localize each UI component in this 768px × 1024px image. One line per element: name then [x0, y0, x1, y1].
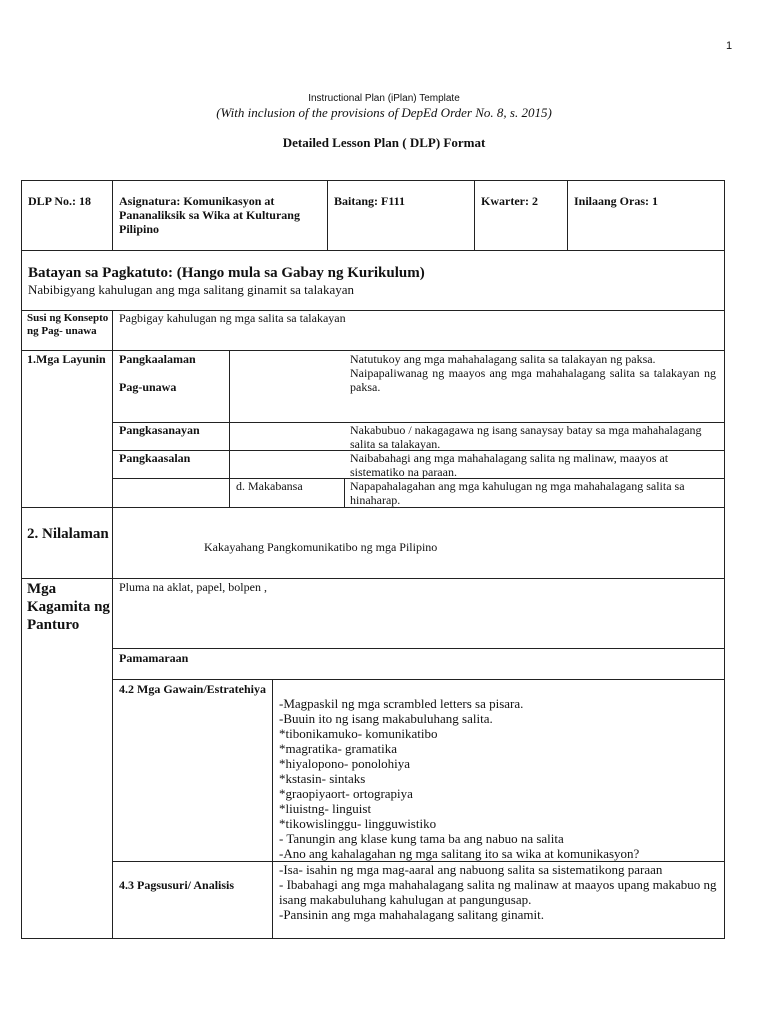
- page-number: 1: [726, 40, 733, 52]
- list-item: *tibonikamuko- komunikatibo: [279, 726, 438, 741]
- divider: [112, 679, 724, 680]
- list-item: -Magpaskil ng mga scrambled letters sa pisara.: [279, 696, 524, 711]
- divider: [344, 478, 345, 507]
- pangkaasalan-label: Pangkaasalan: [119, 451, 191, 465]
- table-border-top: [21, 180, 725, 181]
- kagamitan-label: Mga Kagamita ng Panturo: [27, 581, 110, 633]
- list-item: *liuistng- linguist: [279, 801, 372, 816]
- list-item: *kstasin- sintaks: [279, 771, 366, 786]
- divider: [229, 350, 230, 507]
- list-item: *graopiyaort- ortograpiya: [279, 786, 413, 801]
- divider: [21, 250, 725, 251]
- list-item: - Tanungin ang klase kung tama ba ang nabuo na salita: [279, 831, 564, 846]
- pangkasanayan-label: Pangkasanayan: [119, 423, 200, 437]
- batayan-title: Batayan sa Pagkatuto: (Hango mula sa Gabay ng Kurikulum): [28, 265, 425, 281]
- pamamaraan-label: Pamamaraan: [119, 651, 189, 665]
- divider: [21, 350, 725, 351]
- divider: [21, 507, 725, 508]
- gawain-list: [279, 696, 719, 861]
- objective-5: Napapahalagahan ang mga kahulugan ng mga mahahalagang salita sa hinaharap.: [350, 479, 685, 507]
- list-item: *magratika- gramatika: [279, 741, 398, 756]
- pagsusuri-list: [279, 862, 719, 922]
- asignatura: Asignatura: Komunikasyon at Pananaliksik sa Wika at Kulturang Pilipino: [119, 194, 300, 236]
- dlp-number: DLP No.: 18: [28, 194, 91, 208]
- baitang: Baitang: F111: [334, 194, 406, 208]
- divider: [112, 648, 724, 649]
- list-item: *tikowislinggu- lingguwistiko: [279, 816, 437, 831]
- pangkaalaman-label: Pangkaalaman: [119, 352, 196, 366]
- format-title: Detailed Lesson Plan ( DLP) Format: [282, 135, 486, 150]
- batayan-text: Nabibigyang kahulugan ang mga salitang ginamit sa talakayan: [28, 282, 354, 297]
- objective-4: Naibabahagi ang mga mahahalagang salita ng malinaw, maayos at sistematiko na paraan.: [350, 451, 669, 479]
- divider: [112, 180, 113, 250]
- provision-subtitle: (With inclusion of the provisions of DepEd Order No. 8, s. 2015): [216, 105, 552, 120]
- list-item: *hiyalopono- ponolohiya: [279, 756, 411, 771]
- susi-text: Pagbigay kahulugan ng mga salita sa talakayan: [119, 311, 346, 325]
- divider: [112, 578, 113, 938]
- divider: [474, 180, 475, 250]
- table-border-bottom: [21, 938, 725, 939]
- gawain-label: 4.2 Mga Gawain/Estratehiya: [119, 682, 266, 696]
- kagamitan-text: Pluma na aklat, papel, bolpen ,: [119, 580, 267, 594]
- list-item: -Isa- isahin ng mga mag-aaral ang nabuong salita sa sistematikong paraan: [279, 862, 663, 877]
- layunin-label: 1.Mga Layunin: [27, 352, 106, 366]
- template-title: Instructional Plan (iPlan) Template: [308, 93, 460, 104]
- makabansa-label: d. Makabansa: [236, 479, 303, 493]
- pag-unawa-label: Pag-unawa: [119, 380, 177, 394]
- objective-1: Natutukoy ang mga mahahalagang salita sa talakayan ng paksa.: [350, 352, 656, 366]
- divider: [567, 180, 568, 250]
- list-item: -Pansinin ang mga mahahalagang salitang ginamit.: [279, 907, 544, 922]
- susi-label: Susi ng Konsepto ng Pag- unawa: [27, 312, 109, 337]
- divider: [327, 180, 328, 250]
- list-item: -Ano ang kahalagahan ng mga salitang ito sa wika at komunikasyon?: [279, 846, 640, 861]
- divider: [21, 578, 725, 579]
- objective-2: Naipapaliwanag ng maayos ang mga mahahalagang salita sa talakayan ng paksa.: [350, 366, 716, 394]
- nilalaman-label: 2. Nilalaman: [27, 526, 109, 542]
- nilalaman-text: Kakayahang Pangkomunikatibo ng mga Pilipino: [204, 540, 438, 554]
- table-border-left: [21, 180, 22, 938]
- table-border-right: [724, 180, 725, 938]
- pagsusuri-label: 4.3 Pagsusuri/ Analisis: [119, 878, 235, 892]
- list-item: -Buuin ito ng isang makabuluhang salita.: [279, 711, 493, 726]
- inilaang-oras: Inilaang Oras: 1: [574, 194, 659, 208]
- objective-3: Nakabubuo / nakagagawa ng isang sanaysay batay sa mga mahahalagang salita sa talakayan.: [350, 423, 702, 451]
- kwarter: Kwarter: 2: [481, 194, 538, 208]
- divider: [272, 679, 273, 938]
- list-item: - Ibabahagi ang mga mahahalagang salita ng malinaw at maayos upang makabuo ng isang makabuluhang kahulugan at pangungusap.: [279, 877, 717, 907]
